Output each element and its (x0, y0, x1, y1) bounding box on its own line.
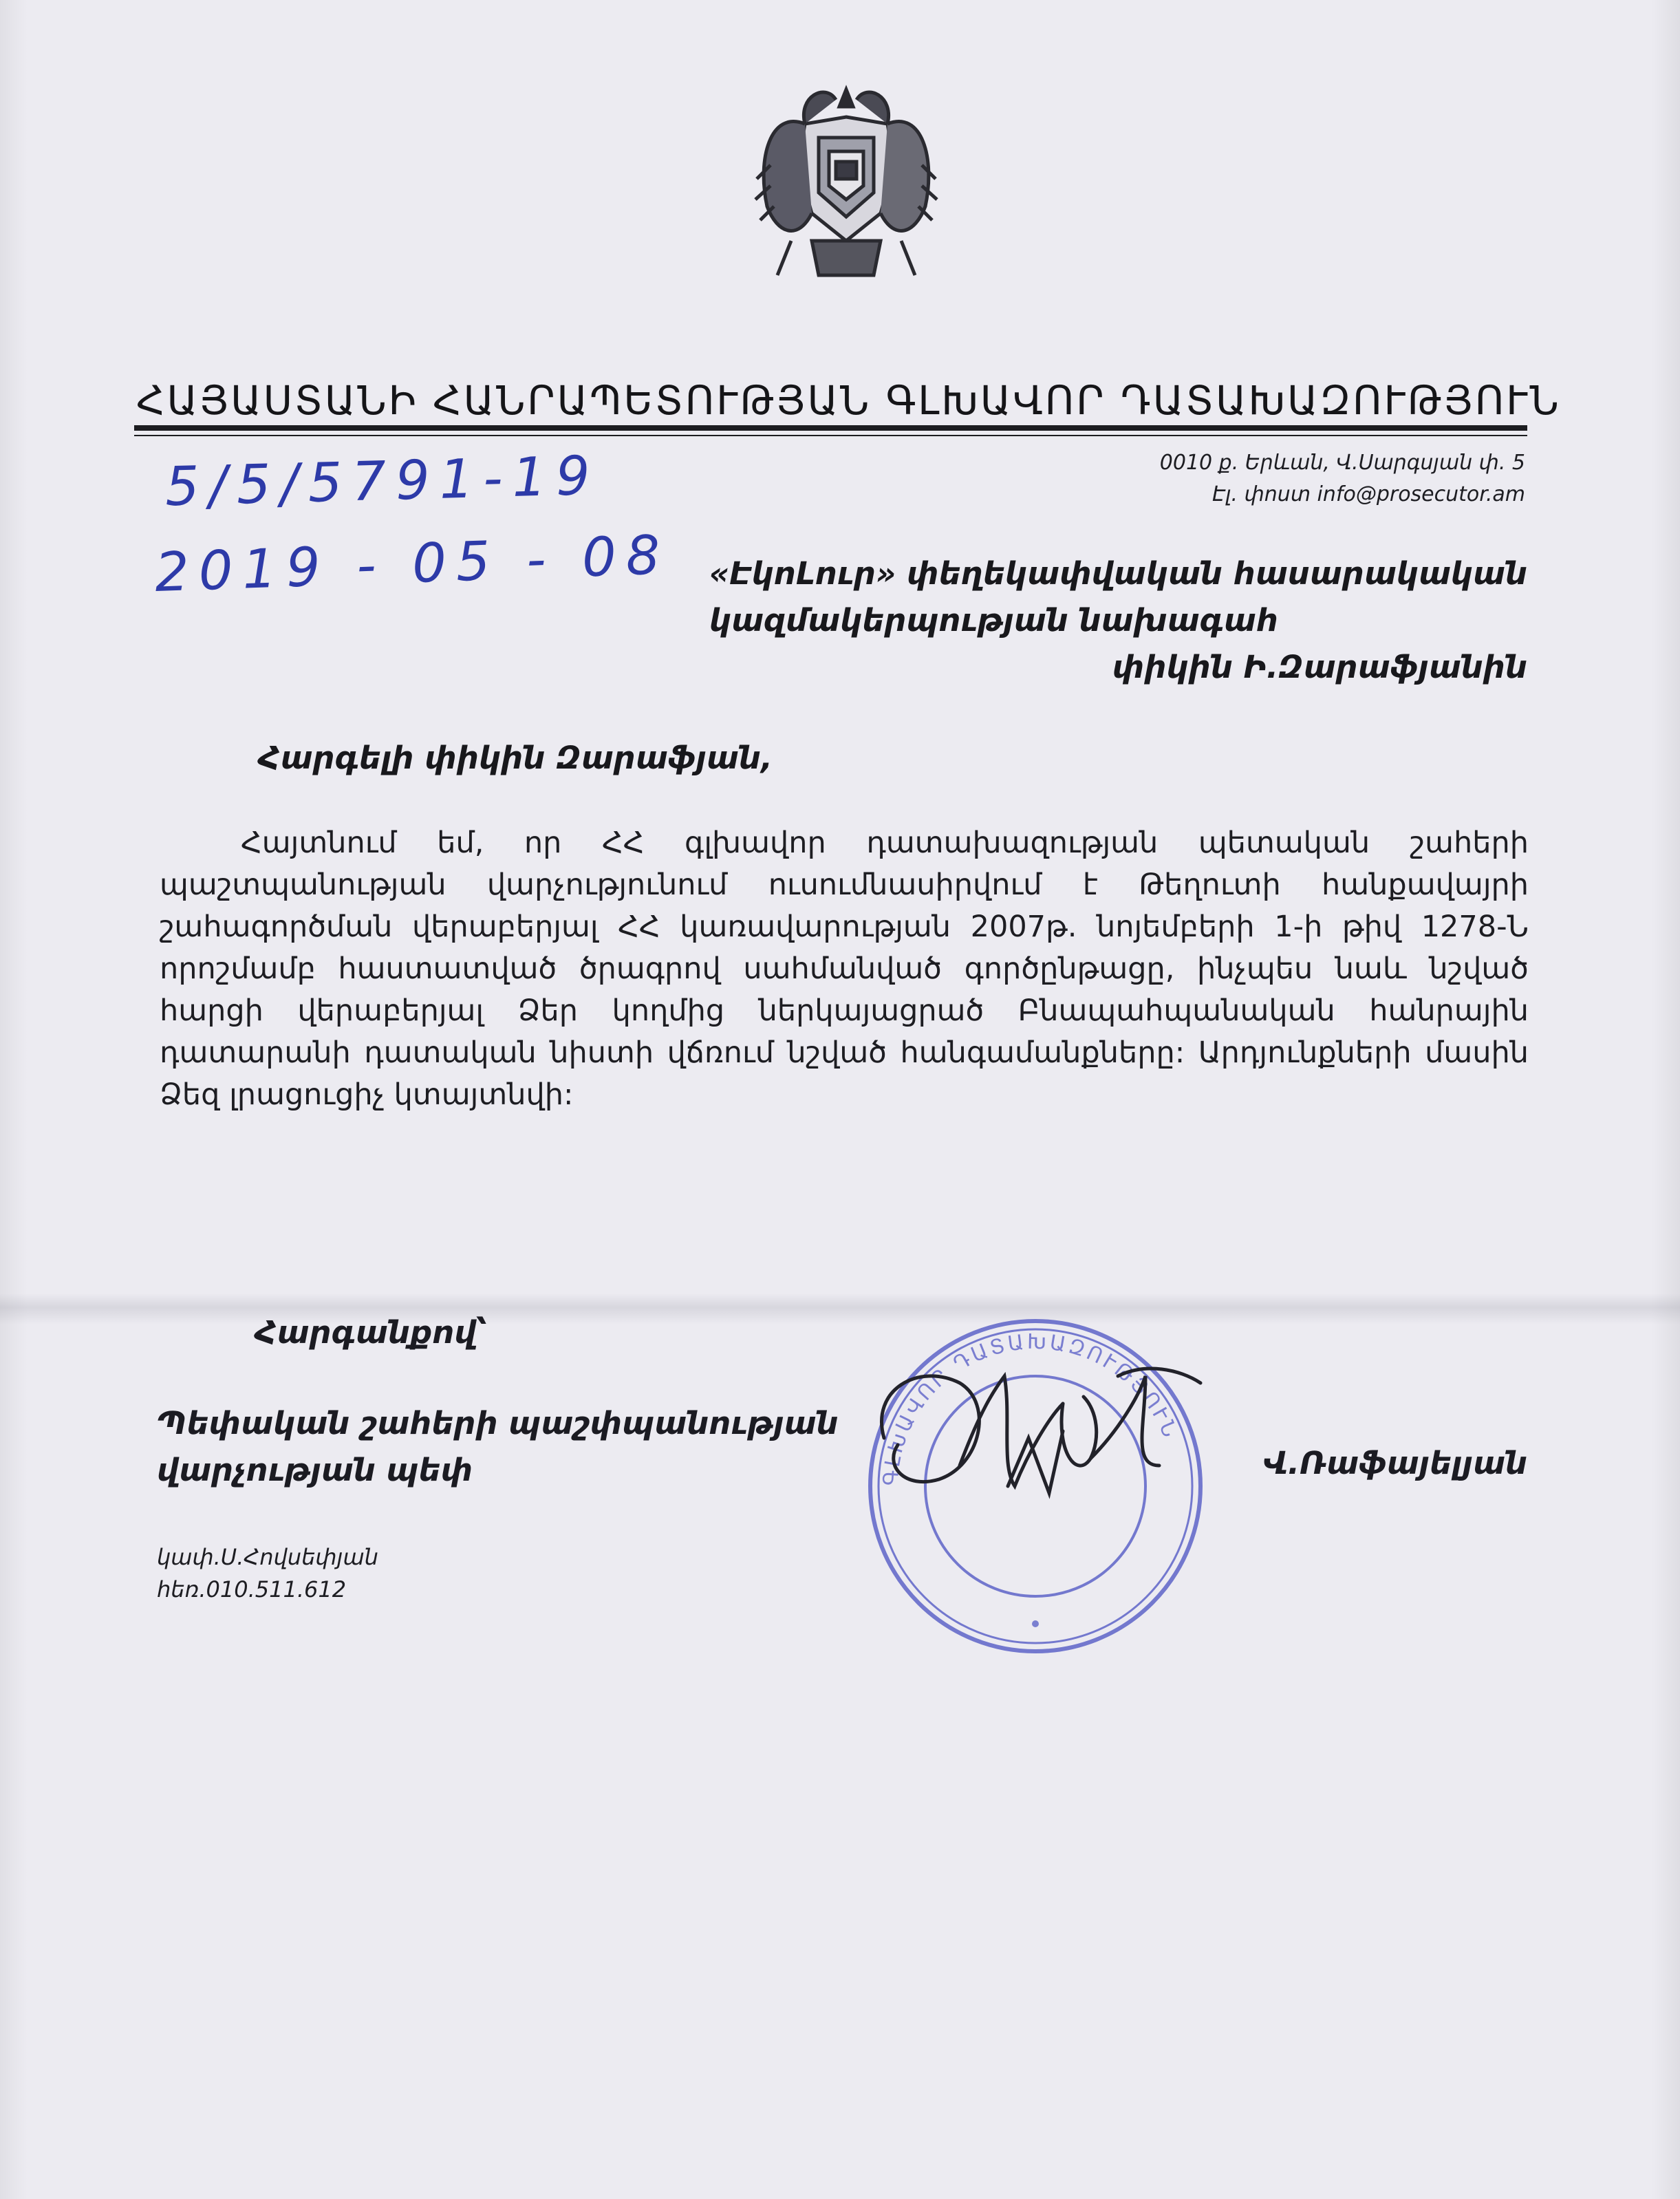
header-rule-thick (134, 425, 1527, 431)
salutation: Հարգելի փիկին Զարաֆյան, (258, 740, 773, 776)
handwritten-ref-number: 5/5/5791-19 (164, 444, 601, 519)
closing-regards: Հարգանքով՝ (255, 1314, 488, 1351)
position-line-1: Պեփական շահերի պաշփպանության (157, 1405, 839, 1441)
coat-of-arms-icon (729, 69, 963, 303)
signature-icon (857, 1349, 1221, 1527)
recipient-line-1: «ԷկոԼուր» փեղեկափվական հասարակական (709, 555, 1527, 592)
signatory-position (157, 1400, 839, 1494)
recipient-line-3: փիկին Ի.Զարաֆյանին (1112, 649, 1527, 685)
signatory-name: Վ.Ռաֆայելյան (1263, 1445, 1527, 1481)
header-rule-thin (134, 435, 1527, 436)
executor-block (157, 1541, 378, 1606)
stamp-ring-text: ԳԼԽԱՎՈՐ ԴԱՏԱԽԱԶՈՒԹՅՈՒՆ (879, 1329, 1183, 1487)
recipient-block (709, 550, 1527, 691)
organization-address (1160, 447, 1525, 511)
letter-body: Հայտնում եմ, որ ՀՀ գլխավոր դատախազության պետական շահերի պաշտպանության վարչությունում ուսումնասիրվում է Թեղուտի հանքավայրի շահագործման վերաբերյալ ՀՀ կառավարության 2007թ. նոյեմբերի 1-ի թիվ 1278-Ն որոշմամբ հաստատված ծրագրով սահմանված գործընթացը, ինչպես նաև նշված հարցի վերաբերյալ Ձեր կողմից ներկայացրած Բնապահպանական հանրային դատարանի դատական նիստի վճռում նշված հանգամանքները: Արդյունքների մասին Ձեզ լրացուցիչ կտայտնվի: (160, 826, 1529, 1112)
address-line: 0010 ք. Երևան, Վ.Սարգսյան փ. 5 (1159, 451, 1525, 475)
handwritten-date: 2019 - 05 - 08 (153, 524, 671, 605)
recipient-line-2: կազմակերպության նախագահ (709, 602, 1278, 639)
executor-phone: հեռ.010.511.612 (157, 1576, 347, 1602)
email-line: Էլ. փոստ info@prosecutor.am (1212, 482, 1525, 506)
position-line-2: վարչության պեփ (157, 1452, 473, 1488)
executor-name: կափ.Ս.Հովսեփյան (157, 1544, 378, 1570)
organization-name: ՀԱՅԱՍՏԱՆԻ ՀԱՆՐԱՊԵՏՈՒԹՅԱՆ ԳԼԽԱՎՈՐ ԴԱՏԱԽԱԶՈՒԹՅՈՒՆ (136, 377, 1561, 424)
